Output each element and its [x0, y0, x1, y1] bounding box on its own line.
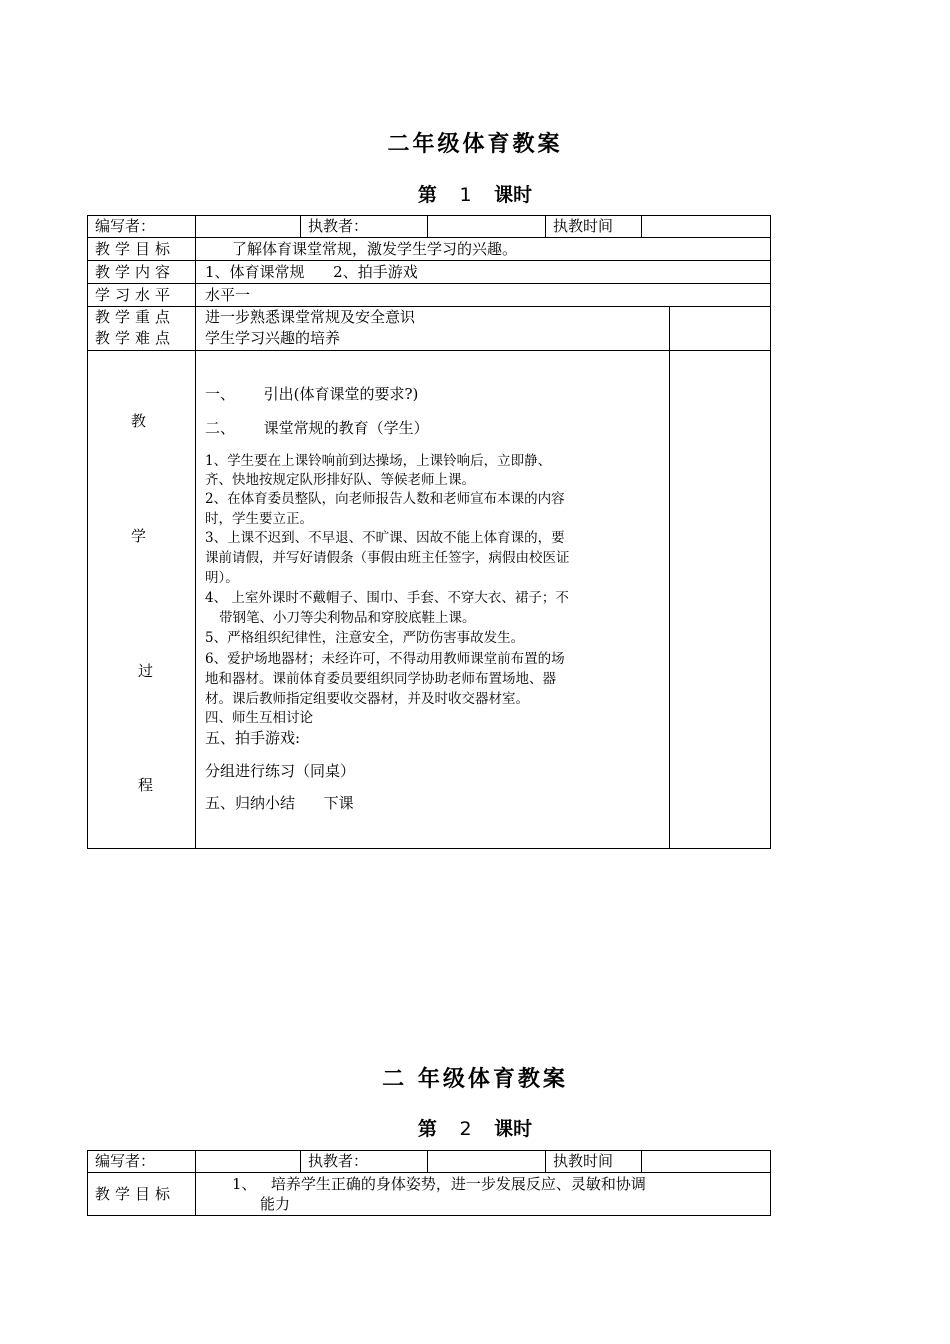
- l2-time-label: 执教时间: [553, 1152, 614, 1170]
- teacher-label: 执教者：: [308, 217, 369, 235]
- lesson2-number: [0, 1114, 950, 1141]
- process-step-2: 二、 课堂常规的教育（学生）: [205, 419, 429, 437]
- process-step-6: 五、归纳小结 下课: [205, 794, 354, 812]
- rule-4b: 带钢笔、小刀等尖利物品和穿胶底鞋上课。: [219, 610, 476, 626]
- lesson2-num: 2: [459, 1118, 472, 1140]
- rule-6a: 6、爱护场地器材；未经许可，不得动用教师课堂前布置的场: [205, 651, 565, 667]
- lesson1-prefix: 第: [417, 184, 437, 206]
- rule-1a: 1、学生要在上课铃响前到达操场，上课铃响后，立即静、: [205, 453, 552, 469]
- rule-3a: 3、上课不迟到、不早退、不旷课、因故不能上体育课的，要: [205, 530, 565, 546]
- process-step-4: 四、师生互相讨论: [205, 710, 313, 726]
- level-label: 学习水平: [95, 286, 176, 304]
- lesson1-title: 二年级体育教案: [387, 132, 563, 157]
- l2-teacher-label: 执教者：: [308, 1152, 369, 1170]
- author-label: 编写者：: [95, 217, 156, 235]
- process-label-char-1: 教: [131, 412, 147, 430]
- rule-5: 5、严格组织纪律性，注意安全，严防伤害事故发生。: [205, 630, 525, 646]
- lesson2-suffix: 课时: [494, 1118, 533, 1140]
- time-label: 执教时间: [553, 217, 614, 235]
- rule-2b: 时，学生要立正。: [205, 511, 313, 527]
- level-text: 水平一: [205, 286, 251, 304]
- rule-3c: 明）。: [205, 570, 239, 586]
- content-text: 1、体育课常规 2、拍手游戏: [205, 263, 418, 281]
- lesson2-prefix: 第: [417, 1118, 437, 1140]
- l2-goal-text-a: 1、 培养学生正确的身体姿势，进一步发展反应、灵敏和协调: [232, 1175, 646, 1193]
- goal-text: 了解体育课堂常规，激发学生学习的兴趣。: [232, 240, 518, 258]
- process-step-1: 一、 引出(体育课堂的要求?): [205, 385, 419, 403]
- key-label: 教学重点: [95, 308, 176, 326]
- goal-label: 教学目标: [95, 240, 176, 258]
- l2-author-label: 编写者：: [95, 1152, 156, 1170]
- lesson1-suffix: 课时: [494, 184, 533, 206]
- process-step-5: 五、拍手游戏:: [205, 729, 301, 747]
- rule-4a: 4、 上室外课时不戴帽子、围巾、手套、不穿大衣、裙子；不: [205, 590, 569, 606]
- rule-1b: 齐、快地按规定队形排好队、等候老师上课。: [205, 472, 475, 488]
- rule-6b: 地和器材。课前体育委员要组织同学协助老师布置场地、器: [205, 671, 556, 687]
- diff-label: 教学难点: [95, 329, 176, 347]
- process-step-5b: 分组进行练习（同桌）: [205, 762, 356, 780]
- rule-6c: 材。课后教师指定组要收交器材，并及时收交器材室。: [205, 691, 529, 707]
- lesson1-num: 1: [459, 184, 472, 206]
- lesson2-title: 二 年级体育教案: [382, 1067, 568, 1092]
- lesson1-number: [0, 180, 950, 207]
- process-label-char-2: 学: [131, 527, 147, 545]
- l2-goal-text-b: 能力: [260, 1195, 291, 1213]
- l2-goal-label: 教学目标: [95, 1185, 176, 1203]
- key-text: 进一步熟悉课堂常规及安全意识: [205, 308, 416, 326]
- process-label-char-4: 程: [138, 776, 154, 794]
- content-label: 教学内容: [95, 263, 176, 281]
- process-label-char-3: 过: [138, 662, 154, 680]
- diff-text: 学生学习兴趣的培养: [205, 329, 341, 347]
- rule-2a: 2、在体育委员整队，向老师报告人数和老师宣布本课的内容: [205, 491, 565, 507]
- rule-3b: 课前请假，并写好请假条（事假由班主任签字，病假由校医证: [205, 550, 570, 566]
